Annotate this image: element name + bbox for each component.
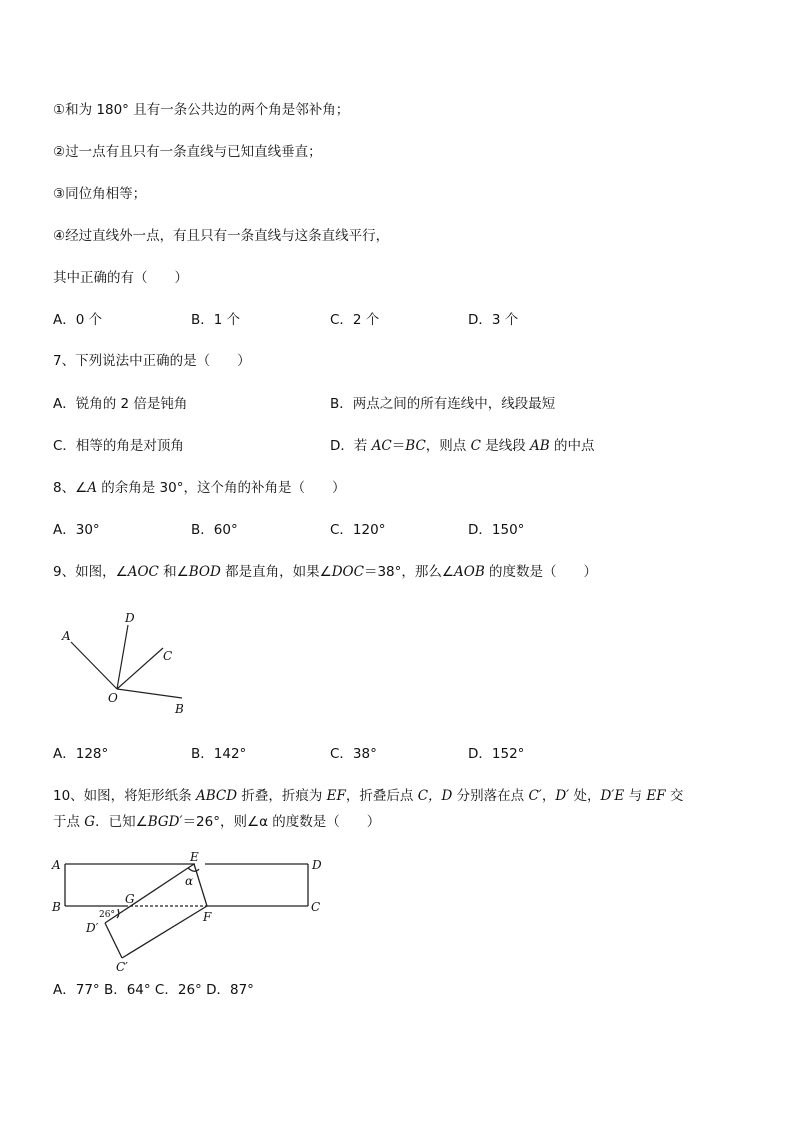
q9-stem: 9、如图，∠AOC 和∠BOD 都是直角，如果∠DOC＝38°，那么∠AOB 的度数是（ ） bbox=[53, 564, 598, 580]
alpha-arc bbox=[188, 868, 199, 871]
q10-fold-figure bbox=[48, 845, 338, 977]
label-g: G bbox=[125, 892, 135, 906]
q9-option-a: A．128° bbox=[53, 746, 109, 762]
label-o: O bbox=[108, 691, 118, 705]
q7-stem: 7、下列说法中正确的是（ ） bbox=[53, 353, 251, 369]
q10-stem-line-1: 10、如图，将矩形纸条 ABCD 折叠，折痕为 EF，折叠后点 C，D 分别落在点 C′，D′ 处，D′E 与 EF 交 bbox=[53, 788, 684, 804]
q10-options: A．77° B．64° C．26° D．87° bbox=[53, 982, 254, 998]
q7-option-b: B．两点之间的所有连线中，线段最短 bbox=[330, 396, 556, 412]
ray-ob bbox=[117, 689, 182, 698]
label-alpha: α bbox=[185, 874, 194, 888]
label-e: E bbox=[190, 850, 199, 864]
q8-option-d: D．150° bbox=[468, 522, 525, 538]
statement-4: ④经过直线外一点，有且只有一条直线与这条直线平行， bbox=[53, 228, 390, 244]
q9-angle-figure bbox=[55, 605, 205, 720]
q9-option-d: D．152° bbox=[468, 746, 525, 762]
statement-2: ②过一点有且只有一条直线与已知直线垂直； bbox=[53, 144, 322, 160]
ray-oc bbox=[117, 648, 163, 689]
q7-option-c: C．相等的角是对顶角 bbox=[53, 438, 184, 454]
label-c-prime: C′ bbox=[116, 960, 128, 974]
q8-option-a: A．30° bbox=[53, 522, 100, 538]
q8-option-c: C．120° bbox=[330, 522, 386, 538]
label-d: D bbox=[312, 858, 322, 872]
q10-stem-line-2: 于点 G．已知∠BGD′＝26°，则∠α 的度数是（ ） bbox=[53, 814, 381, 830]
q6-option-d: D．3 个 bbox=[468, 312, 519, 328]
q9-option-b: B．142° bbox=[191, 746, 247, 762]
ray-oa bbox=[71, 642, 117, 689]
q7-option-d: D．若 AC＝BC，则点 C 是线段 AB 的中点 bbox=[330, 438, 595, 454]
q8-stem: 8、∠A 的余角是 30°，这个角的补角是（ ） bbox=[53, 480, 346, 496]
q8-option-b: B．60° bbox=[191, 522, 238, 538]
label-d: D bbox=[125, 611, 135, 625]
label-c: C bbox=[311, 900, 321, 914]
label-26-degrees: 26° bbox=[99, 910, 115, 920]
question-6-ask: 其中正确的有（ ） bbox=[53, 270, 188, 286]
label-c: C bbox=[163, 649, 173, 663]
statement-3: ③同位角相等； bbox=[53, 186, 147, 202]
crease-ef bbox=[194, 864, 207, 906]
label-a: A bbox=[62, 629, 71, 643]
q6-option-a: A．0 个 bbox=[53, 312, 103, 328]
q6-option-c: C．2 个 bbox=[330, 312, 380, 328]
edge-d-prime-c-prime bbox=[105, 923, 122, 958]
statement-1: ①和为 180° 且有一条公共边的两个角是邻补角； bbox=[53, 102, 350, 118]
label-b: B bbox=[52, 900, 61, 914]
label-d-prime: D′ bbox=[86, 921, 99, 935]
label-f: F bbox=[203, 910, 212, 924]
q9-option-c: C．38° bbox=[330, 746, 377, 762]
label-b: B bbox=[175, 702, 184, 716]
q7-option-a: A．锐角的 2 倍是钝角 bbox=[53, 396, 188, 412]
angle-arc-26 bbox=[117, 909, 119, 918]
ray-od bbox=[117, 625, 128, 689]
q6-option-b: B．1 个 bbox=[191, 312, 241, 328]
edge-c-prime-f bbox=[122, 906, 207, 958]
label-a: A bbox=[52, 858, 61, 872]
